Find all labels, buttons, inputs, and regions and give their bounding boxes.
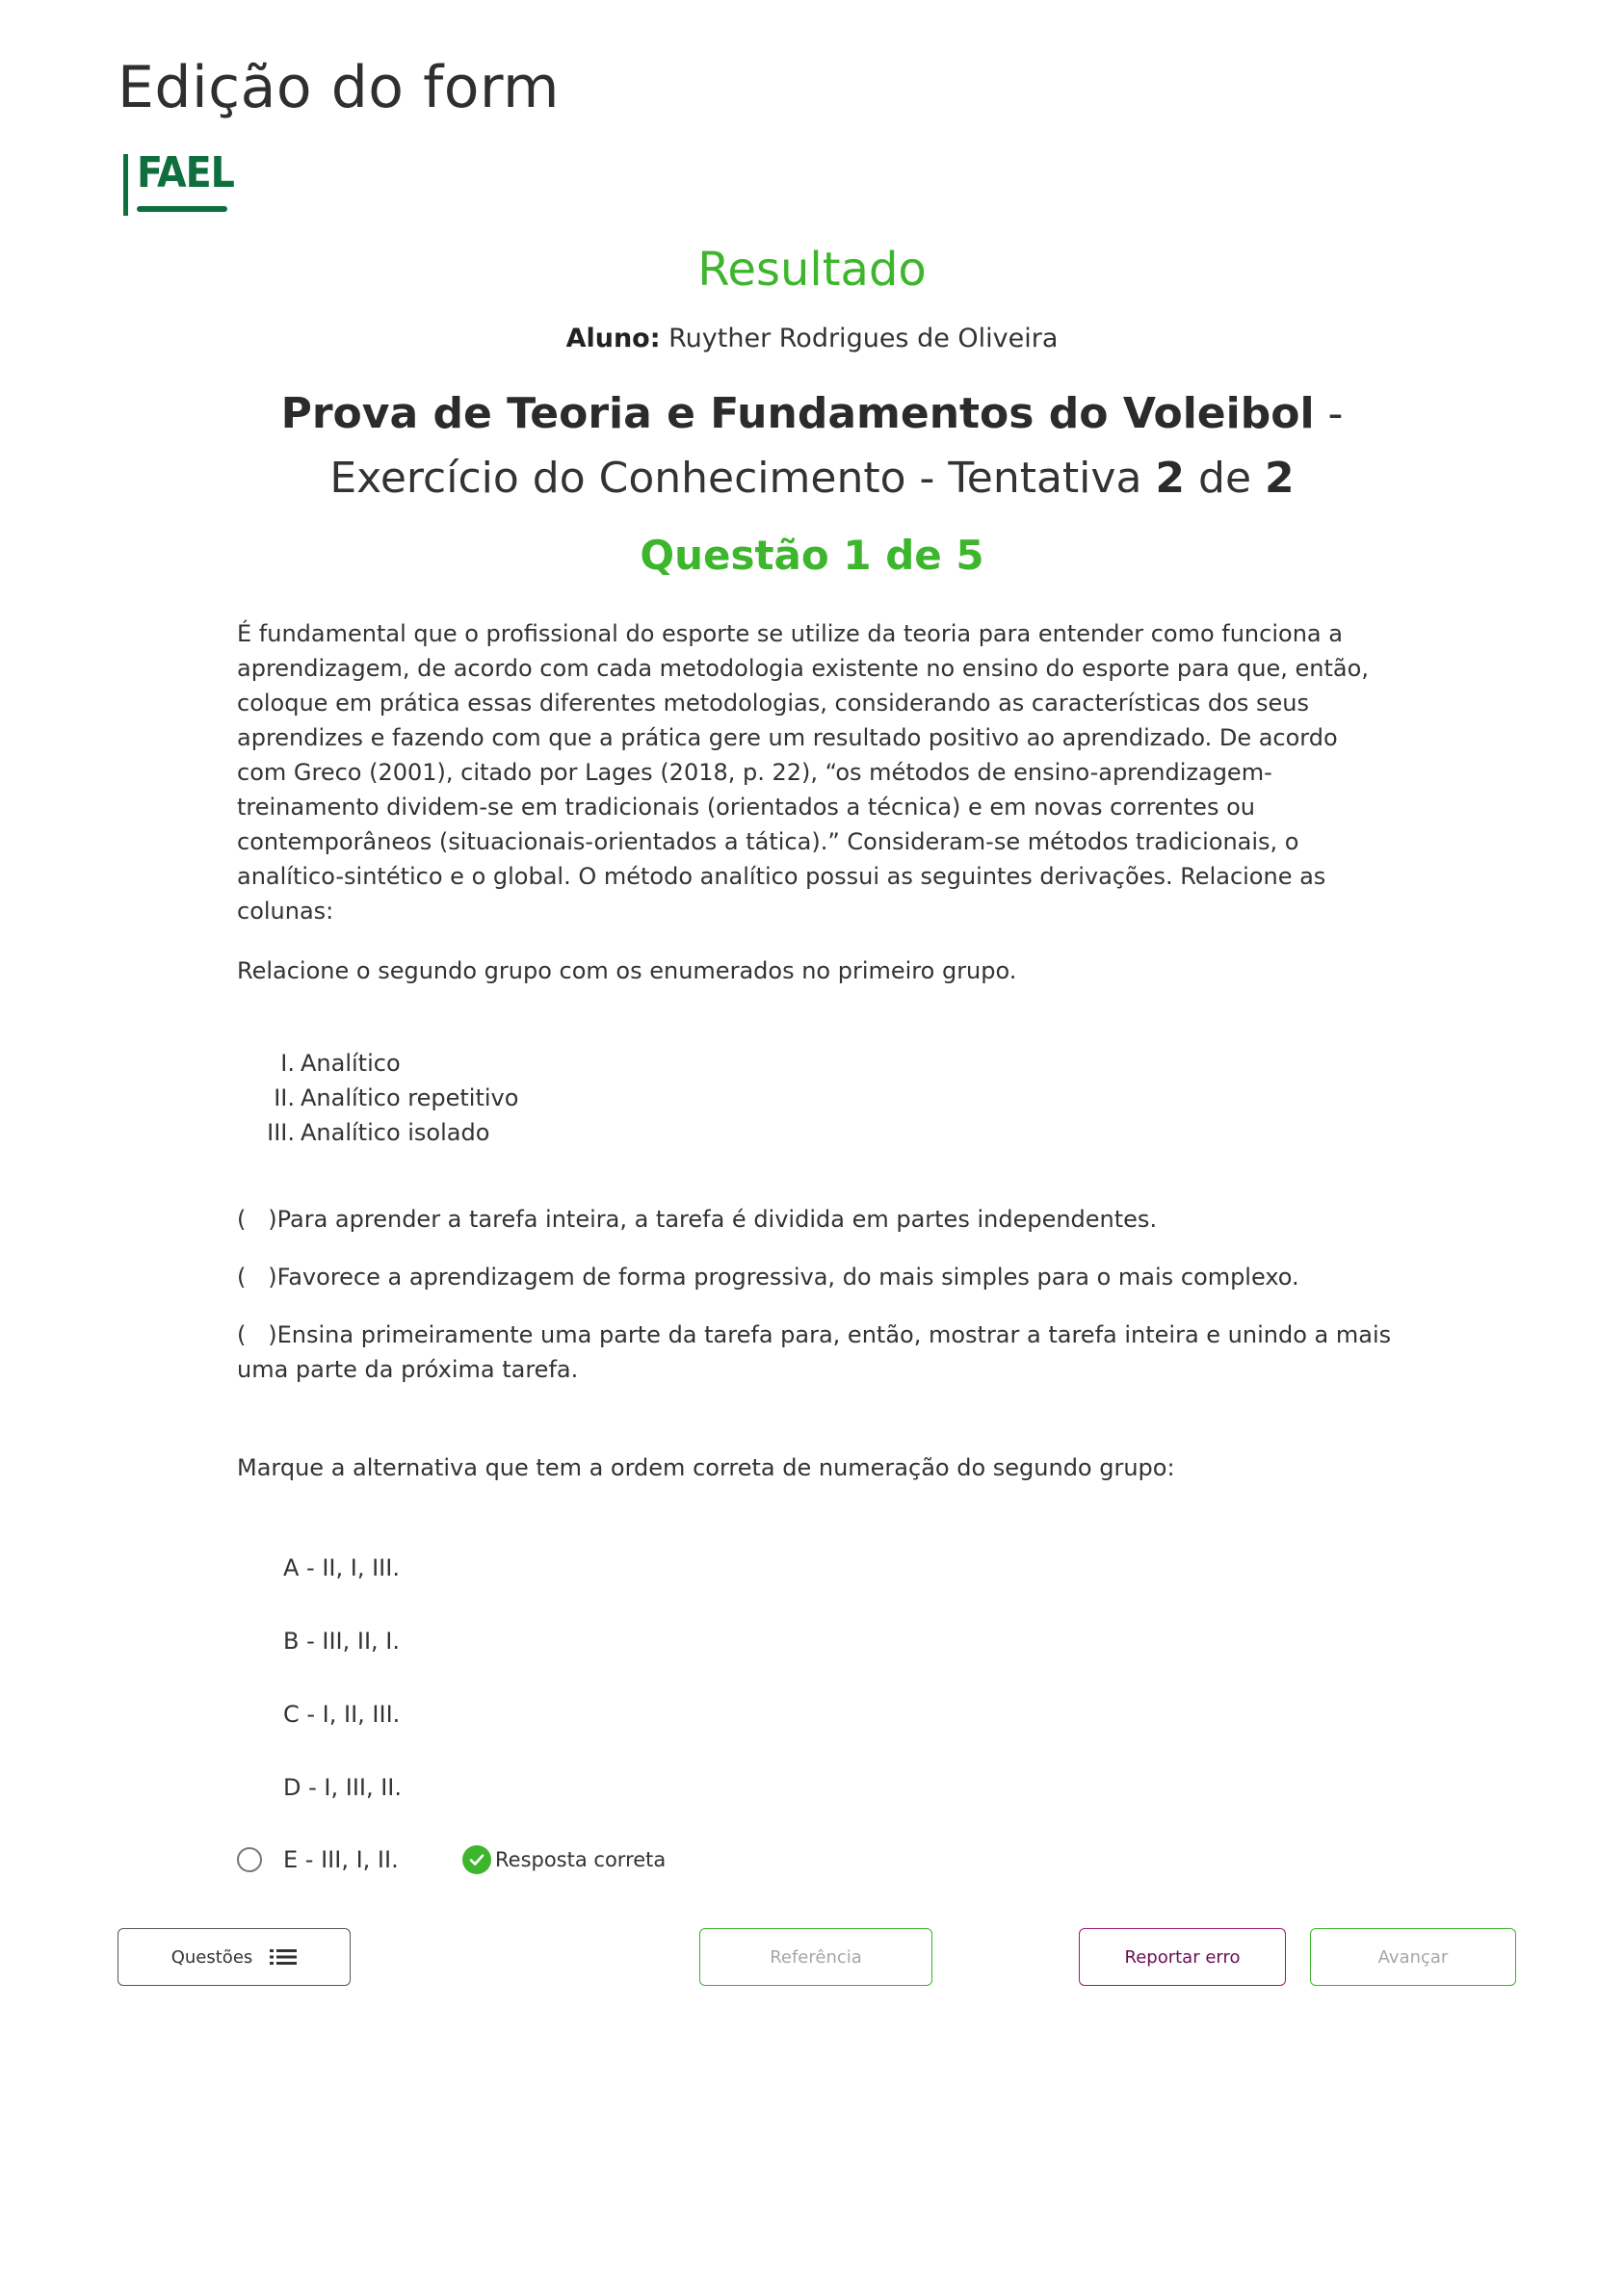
second-group-text: Ensina primeiramente uma parte da tarefa para, então, mostrar a tarefa inteira e unindo a mais uma parte da próxima tarefa. [237, 1321, 1392, 1383]
enum-label: Analítico [301, 1050, 401, 1077]
answer-option-e: E - III, I, II. [283, 1846, 399, 1873]
answer-radio-e[interactable] [237, 1847, 262, 1872]
enum-label: Analítico isolado [301, 1119, 490, 1146]
enum-label: Analítico repetitivo [301, 1084, 519, 1111]
list-item [237, 1046, 518, 1081]
second-group-item [237, 1318, 1393, 1387]
next-button-label: Avançar [1377, 1946, 1449, 1968]
list-item [237, 1081, 518, 1115]
answer-option-c: C - I, II, III. [283, 1701, 401, 1728]
correct-answer-label: Resposta correta [495, 1848, 667, 1871]
enum-number: II. [274, 1084, 295, 1111]
questions-button-label: Questões [170, 1946, 253, 1968]
enum-number: III. [267, 1119, 295, 1146]
reference-button-label: Referência [770, 1946, 862, 1968]
report-error-button-label: Reportar erro [1124, 1946, 1241, 1968]
student-line [0, 324, 1624, 353]
second-group-item [237, 1260, 1393, 1294]
question-counter: Questão 1 de 5 [640, 532, 984, 579]
question-statement-text: É fundamental que o profissional do esporte se utilize da teoria para entender como funciona a aprendizagem, de acordo com cada metodologia existente no ensino do esporte para que, então, coloque em prática essas diferentes metodologias, considerando as características dos seus aprendizes e fazendo com que a prática gere um resultado positivo ao aprendizado. De acordo com Greco (2001), citado por Lages (2018, p. 22), “os métodos de ensino-aprendizagem-treinamento dividem-se em tradicionais (orientados a técnica) e em novas correntes ou contemporâneos (situacionais-orientados a tática).” Consideram-se métodos tradicionais, o analítico-sintético e o global. O método analítico possui as seguintes derivações. Relacione as colunas: [237, 620, 1369, 925]
question-statement [237, 616, 1393, 928]
exam-name: Prova de Teoria e Fundamentos do Voleibol [280, 389, 1315, 438]
second-group-text: Favorece a aprendizagem de forma progressiva, do mais simples para o mais complexo. [276, 1264, 1299, 1291]
logo-bar [123, 154, 128, 216]
exam-subtitle: - Exercício do Conhecimento - Tentativa [329, 389, 1344, 503]
exam-of: de [1185, 454, 1266, 503]
report-error-button[interactable] [1079, 1928, 1286, 1986]
exam-attempt: 2 [1155, 454, 1186, 503]
list-icon [270, 1947, 297, 1967]
correct-answer-indicator [462, 1844, 666, 1875]
student-label: Aluno: [565, 324, 661, 353]
second-group-item [237, 1202, 1393, 1237]
answer-option-d: D - I, III, II. [283, 1774, 403, 1801]
blank-parenthesis: ( ) [237, 1264, 277, 1291]
exam-title [193, 381, 1431, 510]
next-button[interactable] [1310, 1928, 1516, 1986]
first-group-list [237, 1046, 518, 1150]
reference-button[interactable] [699, 1928, 932, 1986]
check-circle-icon [462, 1845, 491, 1874]
logo-underline [137, 206, 227, 212]
exam-total-attempts: 2 [1265, 454, 1295, 503]
blank-parenthesis: ( ) [237, 1321, 277, 1348]
enum-number: I. [280, 1050, 295, 1077]
student-name: Ruyther Rodrigues de Oliveira [668, 324, 1059, 353]
blank-parenthesis: ( ) [237, 1206, 277, 1233]
logo-text: FAEL [137, 148, 234, 197]
list-item [237, 1115, 518, 1150]
page-header-title: Edição do form [118, 54, 560, 121]
question-instruction: Relacione o segundo grupo com os enumerados no primeiro grupo. [237, 957, 1017, 984]
second-group-text: Para aprender a tarefa inteira, a tarefa é dividida em partes independentes. [276, 1206, 1158, 1233]
fael-logo [123, 148, 234, 220]
questions-button[interactable] [118, 1928, 351, 1986]
result-title: Resultado [697, 243, 927, 297]
answer-option-b: B - III, II, I. [283, 1628, 400, 1655]
question-ask: Marque a alternativa que tem a ordem correta de numeração do segundo grupo: [237, 1454, 1175, 1481]
answer-option-a: A - II, I, III. [283, 1554, 400, 1581]
